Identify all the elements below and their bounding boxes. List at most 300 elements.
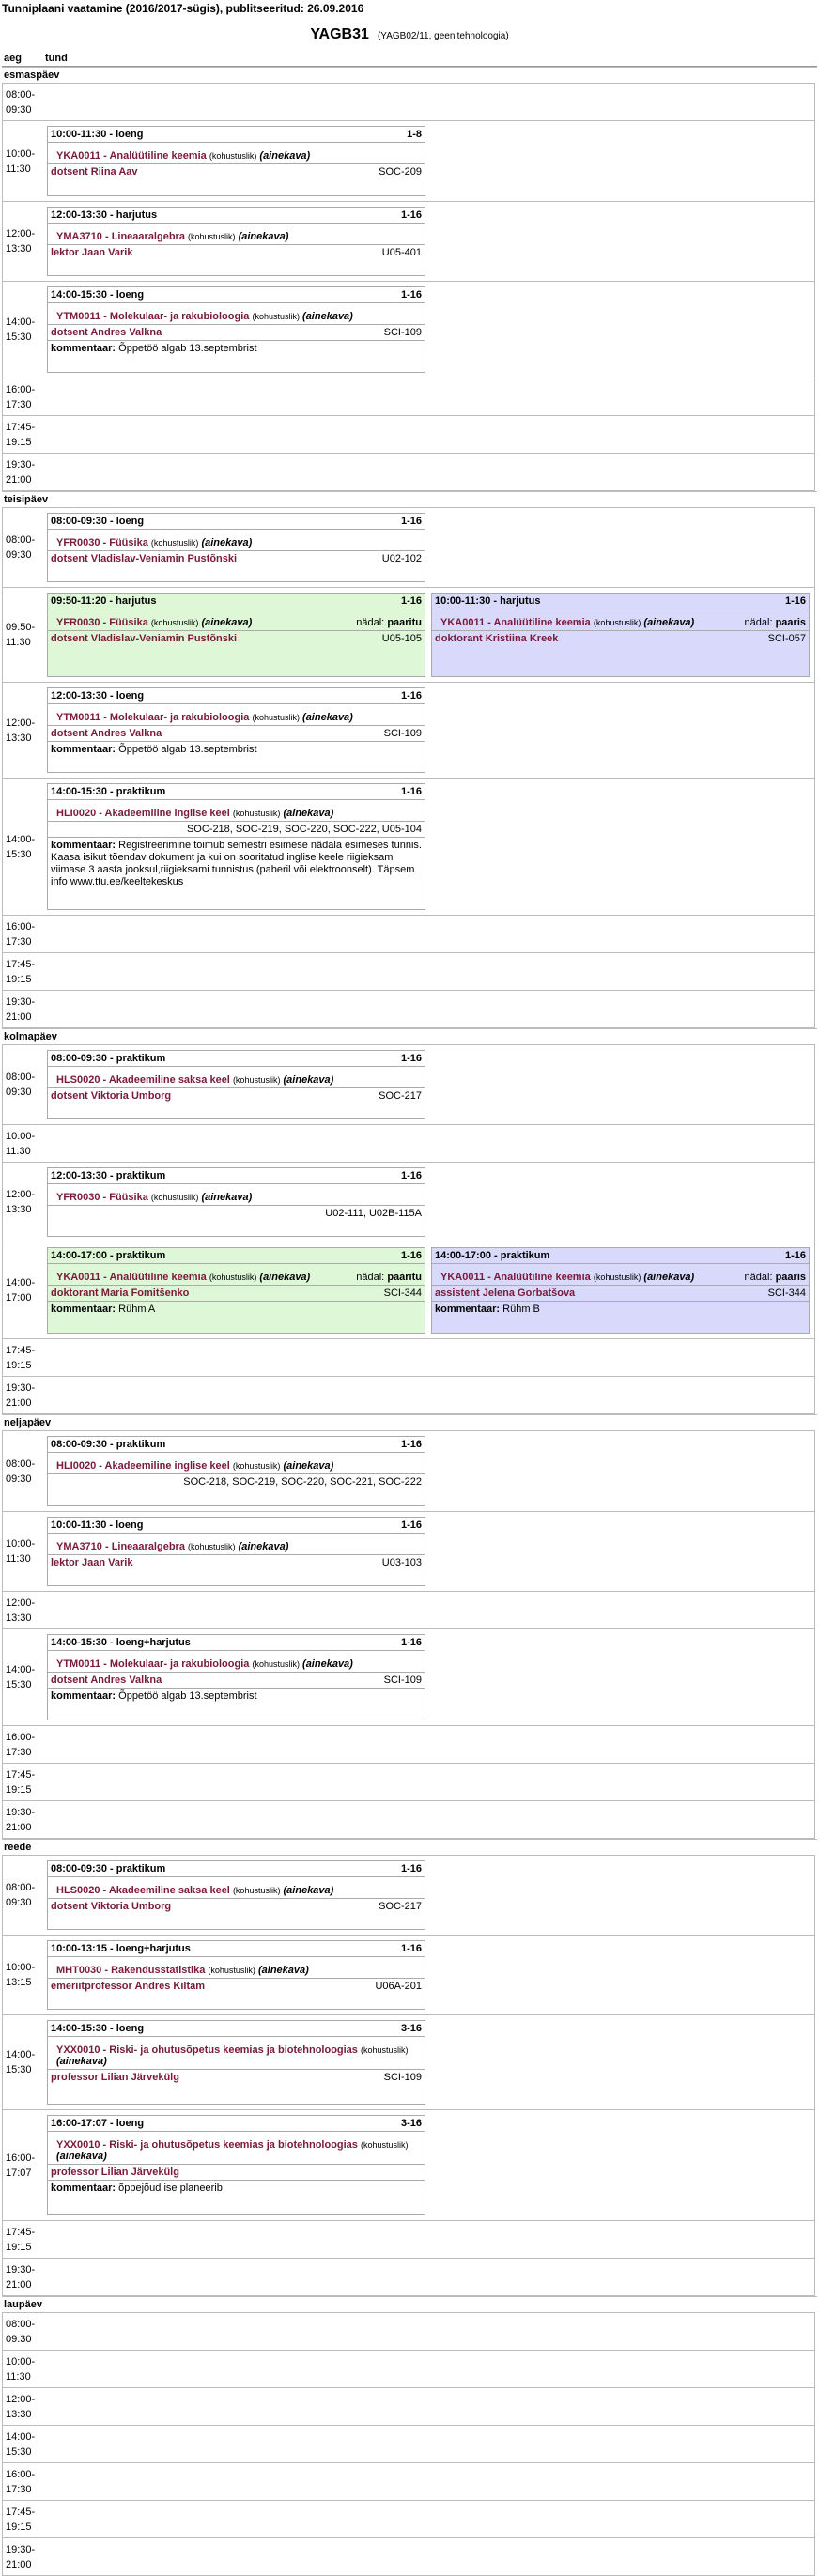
group-heading — [2, 26, 817, 43]
week-parity — [356, 617, 422, 628]
room-link[interactable]: U02-102 — [381, 553, 422, 564]
lesson-subject — [432, 609, 809, 630]
lesson-type: loeng — [116, 2023, 145, 2034]
separator: - — [106, 516, 116, 527]
teacher-link[interactable]: lektor Jaan Varik — [51, 247, 133, 258]
lesson-time-type — [51, 1943, 191, 1954]
lesson-time-type — [51, 2118, 144, 2129]
obligatory-tag: (kohustuslik) — [232, 1075, 281, 1085]
slot-lessons — [43, 953, 814, 990]
lesson-header — [48, 784, 425, 799]
column-header-lessons: tund — [45, 53, 68, 64]
slot-lessons — [43, 683, 814, 778]
separator: - — [106, 129, 116, 140]
room-link[interactable]: SOC-217 — [379, 1090, 422, 1102]
separator: - — [106, 1519, 116, 1531]
slot-time: 09:50-11:30 — [6, 622, 36, 648]
lesson-teacher-room — [432, 1285, 809, 1301]
obligatory-tag: (kohustuslik) — [252, 713, 300, 722]
lesson-time-type — [51, 1170, 165, 1181]
week-value: paaris — [775, 1272, 806, 1283]
obligatory-tag: (kohustuslik) — [232, 809, 281, 818]
comment-text: Õppetöö algab 13.septembrist — [118, 343, 257, 354]
room-link[interactable]: U02-111, U02B-115A — [325, 1208, 422, 1219]
time-slot — [2, 2501, 815, 2538]
lesson-type: praktikum — [116, 1863, 166, 1874]
lesson-card[interactable] — [47, 126, 425, 196]
slot-lessons — [43, 202, 814, 281]
lesson-time: 09:50-11:20 — [51, 595, 107, 607]
course-name-line — [51, 2139, 422, 2162]
teacher-link[interactable]: dotsent Vladislav-Veniamin Pustõnski — [51, 633, 238, 644]
lesson-card[interactable] — [47, 2020, 425, 2105]
lesson-teacher-room — [48, 1087, 425, 1103]
lesson-weeks: 1-16 — [784, 1250, 806, 1261]
lesson-teacher-room — [48, 1898, 425, 1914]
syllabus-link[interactable]: (ainekava) — [259, 1272, 311, 1283]
lesson-type: loeng+harjutus — [116, 1943, 191, 1954]
room-link[interactable]: SOC-218, SOC-219, SOC-220, SOC-221, SOC-222 — [183, 1476, 422, 1488]
time-slot — [2, 1512, 815, 1592]
slot-lessons — [43, 2313, 814, 2350]
separator: - — [106, 786, 116, 797]
week-parity — [745, 617, 806, 628]
lesson-card[interactable] — [47, 783, 425, 910]
lesson-header — [48, 1941, 425, 1956]
obligatory-tag: (kohustuslik) — [360, 2140, 409, 2150]
room-link[interactable]: SCI-109 — [383, 327, 422, 338]
lesson-comment — [48, 837, 425, 890]
room-link[interactable]: SCI-344 — [767, 1288, 806, 1299]
lesson-time: 12:00-13:30 — [51, 1170, 107, 1181]
course-link[interactable]: YKA0011 - Analüütiline keemia — [56, 150, 207, 162]
time-slot — [2, 1430, 815, 1512]
separator: - — [106, 1637, 116, 1648]
lesson-comment — [48, 741, 425, 758]
slot-lessons — [43, 454, 814, 490]
lesson-type: loeng — [116, 516, 145, 527]
course-link[interactable]: HLI0020 - Akadeemiline inglise keel — [56, 1460, 230, 1472]
comment-label: kommentaar: — [435, 1303, 501, 1315]
week-label: nädal: — [744, 617, 773, 628]
lesson-subject — [48, 1263, 425, 1285]
lesson-type: praktikum — [116, 1170, 166, 1181]
course-name-line — [51, 1965, 309, 1976]
comment-label: kommentaar: — [51, 840, 116, 851]
course-link[interactable]: YKA0011 - Analüütiline keemia — [440, 1272, 591, 1283]
time-slot — [2, 1377, 815, 1414]
slot-time: 08:00-09:30 — [6, 1072, 36, 1098]
time-slot — [2, 779, 815, 916]
course-link[interactable]: YTM0011 - Molekulaar- ja rakubioloogia — [56, 1658, 250, 1670]
course-name-line — [51, 537, 252, 548]
course-link[interactable]: YXX0010 - Riski- ja ohutusõpetus keemias ja biotehnoloogias — [56, 2044, 358, 2056]
separator: - — [106, 1170, 116, 1181]
lesson-time-type — [51, 1519, 143, 1531]
lesson-card[interactable] — [47, 1940, 425, 2010]
slot-lessons — [43, 2501, 814, 2537]
time-slot — [2, 1163, 815, 1242]
separator: - — [106, 2023, 116, 2034]
slot-lessons — [43, 378, 814, 415]
slot-time: 08:00-09:30 — [6, 88, 36, 116]
slot-time: 14:00-15:30 — [6, 2049, 36, 2075]
obligatory-tag: (kohustuslik) — [150, 1193, 199, 1202]
lesson-comment — [48, 1301, 425, 1318]
lesson-header — [48, 2021, 425, 2036]
lesson-teacher-room — [48, 1205, 425, 1221]
lesson-type: praktikum — [116, 1053, 166, 1064]
slot-time: 19:30-21:00 — [6, 458, 36, 486]
teacher-link[interactable]: dotsent Andres Valkna — [51, 728, 162, 739]
syllabus-link[interactable]: (ainekava) — [257, 1965, 309, 1976]
syllabus-link[interactable]: (ainekava) — [238, 1541, 289, 1552]
lesson-card[interactable] — [47, 1050, 425, 1119]
time-slot — [2, 1629, 815, 1726]
lesson-type: harjutus — [116, 209, 158, 221]
lesson-card[interactable] — [431, 1247, 810, 1334]
lesson-header — [48, 688, 425, 703]
lesson-header — [48, 2116, 425, 2131]
syllabus-link[interactable]: (ainekava) — [201, 537, 253, 548]
syllabus-link[interactable]: (ainekava) — [283, 1460, 334, 1472]
lesson-subject — [432, 1263, 809, 1285]
slot-time: 19:30-21:00 — [6, 995, 36, 1023]
lesson-time: 10:00-11:30 — [51, 1519, 107, 1531]
slot-lessons — [43, 416, 814, 453]
course-link[interactable]: HLS0020 - Akadeemiline saksa keel — [56, 1885, 230, 1896]
syllabus-link[interactable]: (ainekava) — [302, 311, 353, 322]
page-title: Tunniplaani vaatamine (2016/2017-sügis), publitseeritud: 26.09.2016 — [2, 2, 364, 15]
day-title: teisipäev — [2, 491, 817, 507]
room-link[interactable]: SCI-057 — [767, 633, 806, 644]
lesson-type: loeng — [116, 129, 144, 140]
lesson-type: loeng — [116, 690, 145, 702]
room-link[interactable]: SCI-344 — [383, 1288, 422, 1299]
lesson-header — [48, 1518, 425, 1533]
time-slot — [2, 2312, 815, 2351]
lesson-time: 14:00-15:30 — [51, 786, 107, 797]
slot-time: 16:00-17:07 — [6, 2152, 36, 2179]
syllabus-link[interactable]: (ainekava) — [56, 2056, 107, 2067]
lesson-time: 14:00-15:30 — [51, 1637, 107, 1648]
course-link[interactable]: HLI0020 - Akadeemiline inglise keel — [56, 808, 230, 819]
room-link[interactable]: SOC-218, SOC-219, SOC-220, SOC-222, U05-104 — [186, 824, 422, 835]
comment-text: Rühm B — [502, 1303, 540, 1315]
lesson-card[interactable] — [47, 207, 425, 276]
lesson-card[interactable] — [431, 593, 810, 677]
course-link[interactable]: YKA0011 - Analüütiline keemia — [440, 617, 591, 628]
slot-lessons — [43, 2259, 814, 2295]
slot-time: 12:00-13:30 — [6, 717, 36, 744]
week-value: paaritu — [387, 617, 422, 628]
obligatory-tag: (kohustuslik) — [593, 618, 641, 627]
time-slot — [2, 2110, 815, 2221]
slot-time: 14:00-17:00 — [6, 1277, 36, 1303]
comment-label: kommentaar: — [51, 1303, 116, 1315]
course-link[interactable]: YMA3710 - Lineaaralgebra — [56, 1541, 185, 1552]
lesson-teacher-room — [48, 1285, 425, 1301]
syllabus-link[interactable]: (ainekava) — [259, 150, 311, 162]
room-link[interactable]: U05-105 — [381, 633, 422, 644]
syllabus-link[interactable]: (ainekava) — [283, 1074, 334, 1086]
course-name-line — [51, 1460, 333, 1472]
lesson-card[interactable] — [47, 593, 425, 677]
lesson-header — [48, 514, 425, 529]
lesson-time-type — [51, 1053, 165, 1064]
lesson-subject — [48, 529, 425, 550]
time-slot — [2, 282, 815, 378]
slot-time: 19:30-21:00 — [6, 2543, 36, 2570]
separator: - — [106, 2118, 116, 2129]
obligatory-tag: (kohustuslik) — [360, 2045, 409, 2055]
course-name-line — [51, 808, 333, 819]
teacher-link[interactable]: assistent Jelena Gorbatšova — [435, 1288, 576, 1299]
lesson-header — [48, 1051, 425, 1066]
lesson-weeks: 1-16 — [400, 289, 422, 301]
lesson-type: praktikum — [500, 1250, 550, 1261]
lesson-card[interactable] — [47, 1634, 425, 1720]
teacher-link[interactable]: emeriitprofessor Andres Kiltam — [51, 1981, 206, 1992]
week-parity — [745, 1272, 806, 1283]
course-link[interactable]: HLS0020 - Akadeemiline saksa keel — [56, 1074, 230, 1086]
lesson-subject — [48, 1650, 425, 1672]
slot-time: 19:30-21:00 — [6, 1806, 36, 1833]
syllabus-link[interactable]: (ainekava) — [238, 231, 289, 242]
week-value: paaris — [775, 617, 806, 628]
slot-time: 10:00-13:15 — [6, 1962, 36, 1988]
course-link[interactable]: YFR0030 - Füüsika — [56, 537, 148, 548]
slot-time: 10:00-11:30 — [6, 147, 36, 175]
time-slot — [2, 1936, 815, 2015]
slot-lessons — [43, 2463, 814, 2500]
lesson-weeks: 1-16 — [784, 595, 806, 607]
room-link[interactable]: U05-401 — [381, 247, 422, 258]
course-link[interactable]: YKA0011 - Analüütiline keemia — [56, 1272, 207, 1283]
separator: - — [490, 595, 501, 607]
course-link[interactable]: YTM0011 - Molekulaar- ja rakubioloogia — [56, 311, 250, 322]
obligatory-tag: (kohustuslik) — [208, 1966, 255, 1975]
lesson-type: loeng+harjutus — [116, 1637, 191, 1648]
lesson-card[interactable] — [47, 1436, 425, 1506]
time-slot — [2, 2463, 815, 2501]
room-link[interactable]: U06A-201 — [375, 1981, 422, 1992]
lesson-time-type — [51, 129, 143, 140]
teacher-link[interactable]: lektor Jaan Varik — [51, 1557, 133, 1568]
lesson-time: 14:00-17:00 — [51, 1250, 107, 1261]
course-name-line — [51, 617, 252, 628]
slot-time: 16:00-17:30 — [6, 383, 36, 410]
slot-time: 08:00-09:30 — [6, 2318, 36, 2345]
week-value: paaritu — [387, 1272, 422, 1283]
teacher-link[interactable]: dotsent Viktoria Umborg — [51, 1090, 172, 1102]
slot-lessons — [43, 84, 814, 120]
course-link[interactable]: YTM0011 - Molekulaar- ja rakubioloogia — [56, 712, 250, 723]
separator: - — [106, 1439, 116, 1450]
lesson-weeks: 1-16 — [400, 516, 422, 527]
lesson-header — [48, 127, 425, 142]
timetable-days — [2, 67, 817, 2576]
lesson-header — [48, 287, 425, 302]
lesson-header — [48, 1437, 425, 1452]
obligatory-tag: (kohustuslik) — [188, 1542, 236, 1551]
slot-time: 12:00-13:30 — [6, 1189, 36, 1215]
comment-text: Registreerimine toimub semestri esimese nädala esimeses tunnis. Kaasa isikut tõendav dokument ja kui on sooritatud inglise keele riigieksam viimase 3 aasta jooksul,riigieksami tunnistus (paberil või elektroonselt). Täpsem info www.ttu.ee/keeltekeskus — [51, 840, 422, 887]
time-slot — [2, 454, 815, 491]
comment-label: kommentaar: — [51, 343, 116, 354]
lesson-time: 08:00-09:30 — [51, 1053, 107, 1064]
obligatory-tag: (kohustuslik) — [232, 1461, 281, 1471]
lesson-header — [48, 1248, 425, 1263]
lesson-card[interactable] — [47, 687, 425, 773]
obligatory-tag: (kohustuslik) — [209, 1273, 257, 1282]
separator: - — [106, 1943, 116, 1954]
slot-lessons — [43, 282, 814, 378]
syllabus-link[interactable]: (ainekava) — [283, 1885, 334, 1896]
teacher-link[interactable]: professor Lilian Järvekülg — [51, 2072, 179, 2083]
slot-time: 14:00-15:30 — [6, 833, 36, 860]
room-link[interactable]: U03-103 — [381, 1557, 422, 1568]
day-title: esmaspäev — [2, 67, 817, 83]
slot-lessons — [43, 1629, 814, 1725]
lesson-type: harjutus — [500, 595, 541, 607]
course-name-line — [51, 2044, 422, 2067]
lesson-type: loeng — [116, 1519, 144, 1531]
slot-lessons — [43, 916, 814, 952]
slot-time: 14:00-15:30 — [6, 316, 36, 343]
lesson-subject — [48, 1876, 425, 1898]
obligatory-tag: (kohustuslik) — [232, 1886, 281, 1895]
lesson-header — [48, 208, 425, 223]
room-link[interactable]: SCI-109 — [383, 728, 422, 739]
time-slot — [2, 1855, 815, 1936]
syllabus-link[interactable]: (ainekava) — [643, 1272, 695, 1283]
lesson-weeks: 1-16 — [400, 786, 422, 797]
course-name-line — [51, 1658, 353, 1670]
day-title: kolmapäev — [2, 1028, 817, 1044]
course-link[interactable]: MHT0030 - Rakendusstatistika — [56, 1965, 206, 1976]
lesson-card[interactable] — [47, 1517, 425, 1586]
teacher-link[interactable]: dotsent Andres Valkna — [51, 1674, 162, 1686]
obligatory-tag: (kohustuslik) — [188, 232, 236, 241]
teacher-link[interactable]: professor Lilian Järvekülg — [51, 2167, 179, 2178]
time-slot — [2, 507, 815, 588]
teacher-link[interactable]: dotsent Viktoria Umborg — [51, 1901, 172, 1912]
lesson-header — [432, 594, 809, 609]
course-name-line — [51, 311, 353, 322]
syllabus-link[interactable]: (ainekava) — [643, 617, 695, 628]
lesson-time: 14:00-15:30 — [51, 289, 107, 301]
course-name-line — [435, 617, 694, 628]
time-slot — [2, 2538, 815, 2576]
lesson-card[interactable] — [47, 286, 425, 373]
room-link[interactable]: SCI-109 — [383, 2072, 422, 2083]
lesson-card[interactable] — [47, 2115, 425, 2215]
teacher-link[interactable]: dotsent Andres Valkna — [51, 327, 162, 338]
lesson-subject — [48, 2131, 425, 2164]
teacher-link[interactable]: doktorant Kristiina Kreek — [435, 633, 559, 644]
syllabus-link[interactable]: (ainekava) — [302, 1658, 353, 1670]
syllabus-link[interactable]: (ainekava) — [283, 808, 334, 819]
slot-lessons — [43, 1512, 814, 1591]
time-slot — [2, 2426, 815, 2463]
lesson-subject — [48, 703, 425, 725]
slot-time: 12:00-13:30 — [6, 1597, 36, 1624]
lesson-time: 12:00-13:30 — [51, 690, 107, 702]
slot-time: 19:30-21:00 — [6, 1381, 36, 1409]
course-name-line — [51, 231, 288, 242]
lesson-teacher-room — [48, 1672, 425, 1688]
obligatory-tag: (kohustuslik) — [150, 538, 199, 548]
course-link[interactable]: YXX0010 - Riski- ja ohutusõpetus keemias ja biotehnoloogias — [56, 2139, 358, 2151]
time-slot — [2, 1726, 815, 1764]
teacher-link[interactable]: dotsent Vladislav-Veniamin Pustõnski — [51, 553, 238, 564]
syllabus-link[interactable]: (ainekava) — [201, 1192, 253, 1203]
time-slot — [2, 2221, 815, 2259]
slot-lessons — [43, 991, 814, 1027]
room-link[interactable]: SOC-217 — [379, 1901, 422, 1912]
time-slot — [2, 588, 815, 683]
time-slot — [2, 83, 815, 121]
teacher-link[interactable]: dotsent Riina Aav — [51, 166, 138, 177]
lesson-card[interactable] — [47, 513, 425, 582]
day-title: laupäev — [2, 2296, 817, 2312]
obligatory-tag: (kohustuslik) — [252, 312, 300, 321]
slot-time: 10:00-11:30 — [6, 1538, 36, 1565]
time-slot — [2, 416, 815, 454]
teacher-link[interactable]: doktorant Maria Fomitšenko — [51, 1288, 190, 1299]
course-name-line — [51, 1541, 288, 1552]
syllabus-link[interactable]: (ainekava) — [56, 2151, 107, 2162]
slot-lessons — [43, 1377, 814, 1413]
lesson-subject — [48, 1452, 425, 1473]
slot-lessons — [43, 2110, 814, 2220]
slot-lessons — [43, 1045, 814, 1124]
course-link[interactable]: YMA3710 - Lineaaralgebra — [56, 231, 185, 242]
separator: - — [106, 1863, 116, 1874]
course-link[interactable]: YFR0030 - Füüsika — [56, 1192, 148, 1203]
slot-lessons — [43, 121, 814, 201]
lesson-weeks: 1-16 — [400, 1170, 422, 1181]
lesson-weeks: 1-16 — [400, 595, 422, 607]
slot-lessons — [43, 508, 814, 587]
lesson-teacher-room — [48, 725, 425, 741]
lesson-teacher-room — [48, 163, 425, 179]
lesson-subject — [48, 2036, 425, 2069]
room-link[interactable]: SCI-109 — [383, 1674, 422, 1686]
syllabus-link[interactable]: (ainekava) — [302, 712, 353, 723]
room-link[interactable]: SOC-209 — [379, 166, 422, 177]
lesson-weeks: 1-16 — [400, 1053, 422, 1064]
slot-lessons — [43, 1242, 815, 1338]
lesson-time: 16:00-17:07 — [51, 2118, 107, 2129]
lesson-subject — [48, 223, 425, 244]
time-slot — [2, 953, 815, 991]
slot-lessons — [43, 2221, 814, 2258]
lesson-time-type — [51, 516, 144, 527]
slot-time: 08:00-09:30 — [6, 534, 36, 561]
lesson-card[interactable] — [47, 1247, 425, 1334]
lesson-card[interactable] — [47, 1860, 425, 1930]
comment-text: õppejõud ise planeerib — [118, 2183, 223, 2194]
lesson-weeks: 1-16 — [400, 1863, 422, 1874]
course-link[interactable]: YFR0030 - Füüsika — [56, 617, 148, 628]
lesson-time: 08:00-09:30 — [51, 516, 107, 527]
week-parity — [356, 1272, 422, 1283]
lesson-card[interactable] — [47, 1167, 425, 1237]
lesson-weeks: 1-16 — [400, 1519, 422, 1531]
syllabus-link[interactable]: (ainekava) — [201, 617, 253, 628]
